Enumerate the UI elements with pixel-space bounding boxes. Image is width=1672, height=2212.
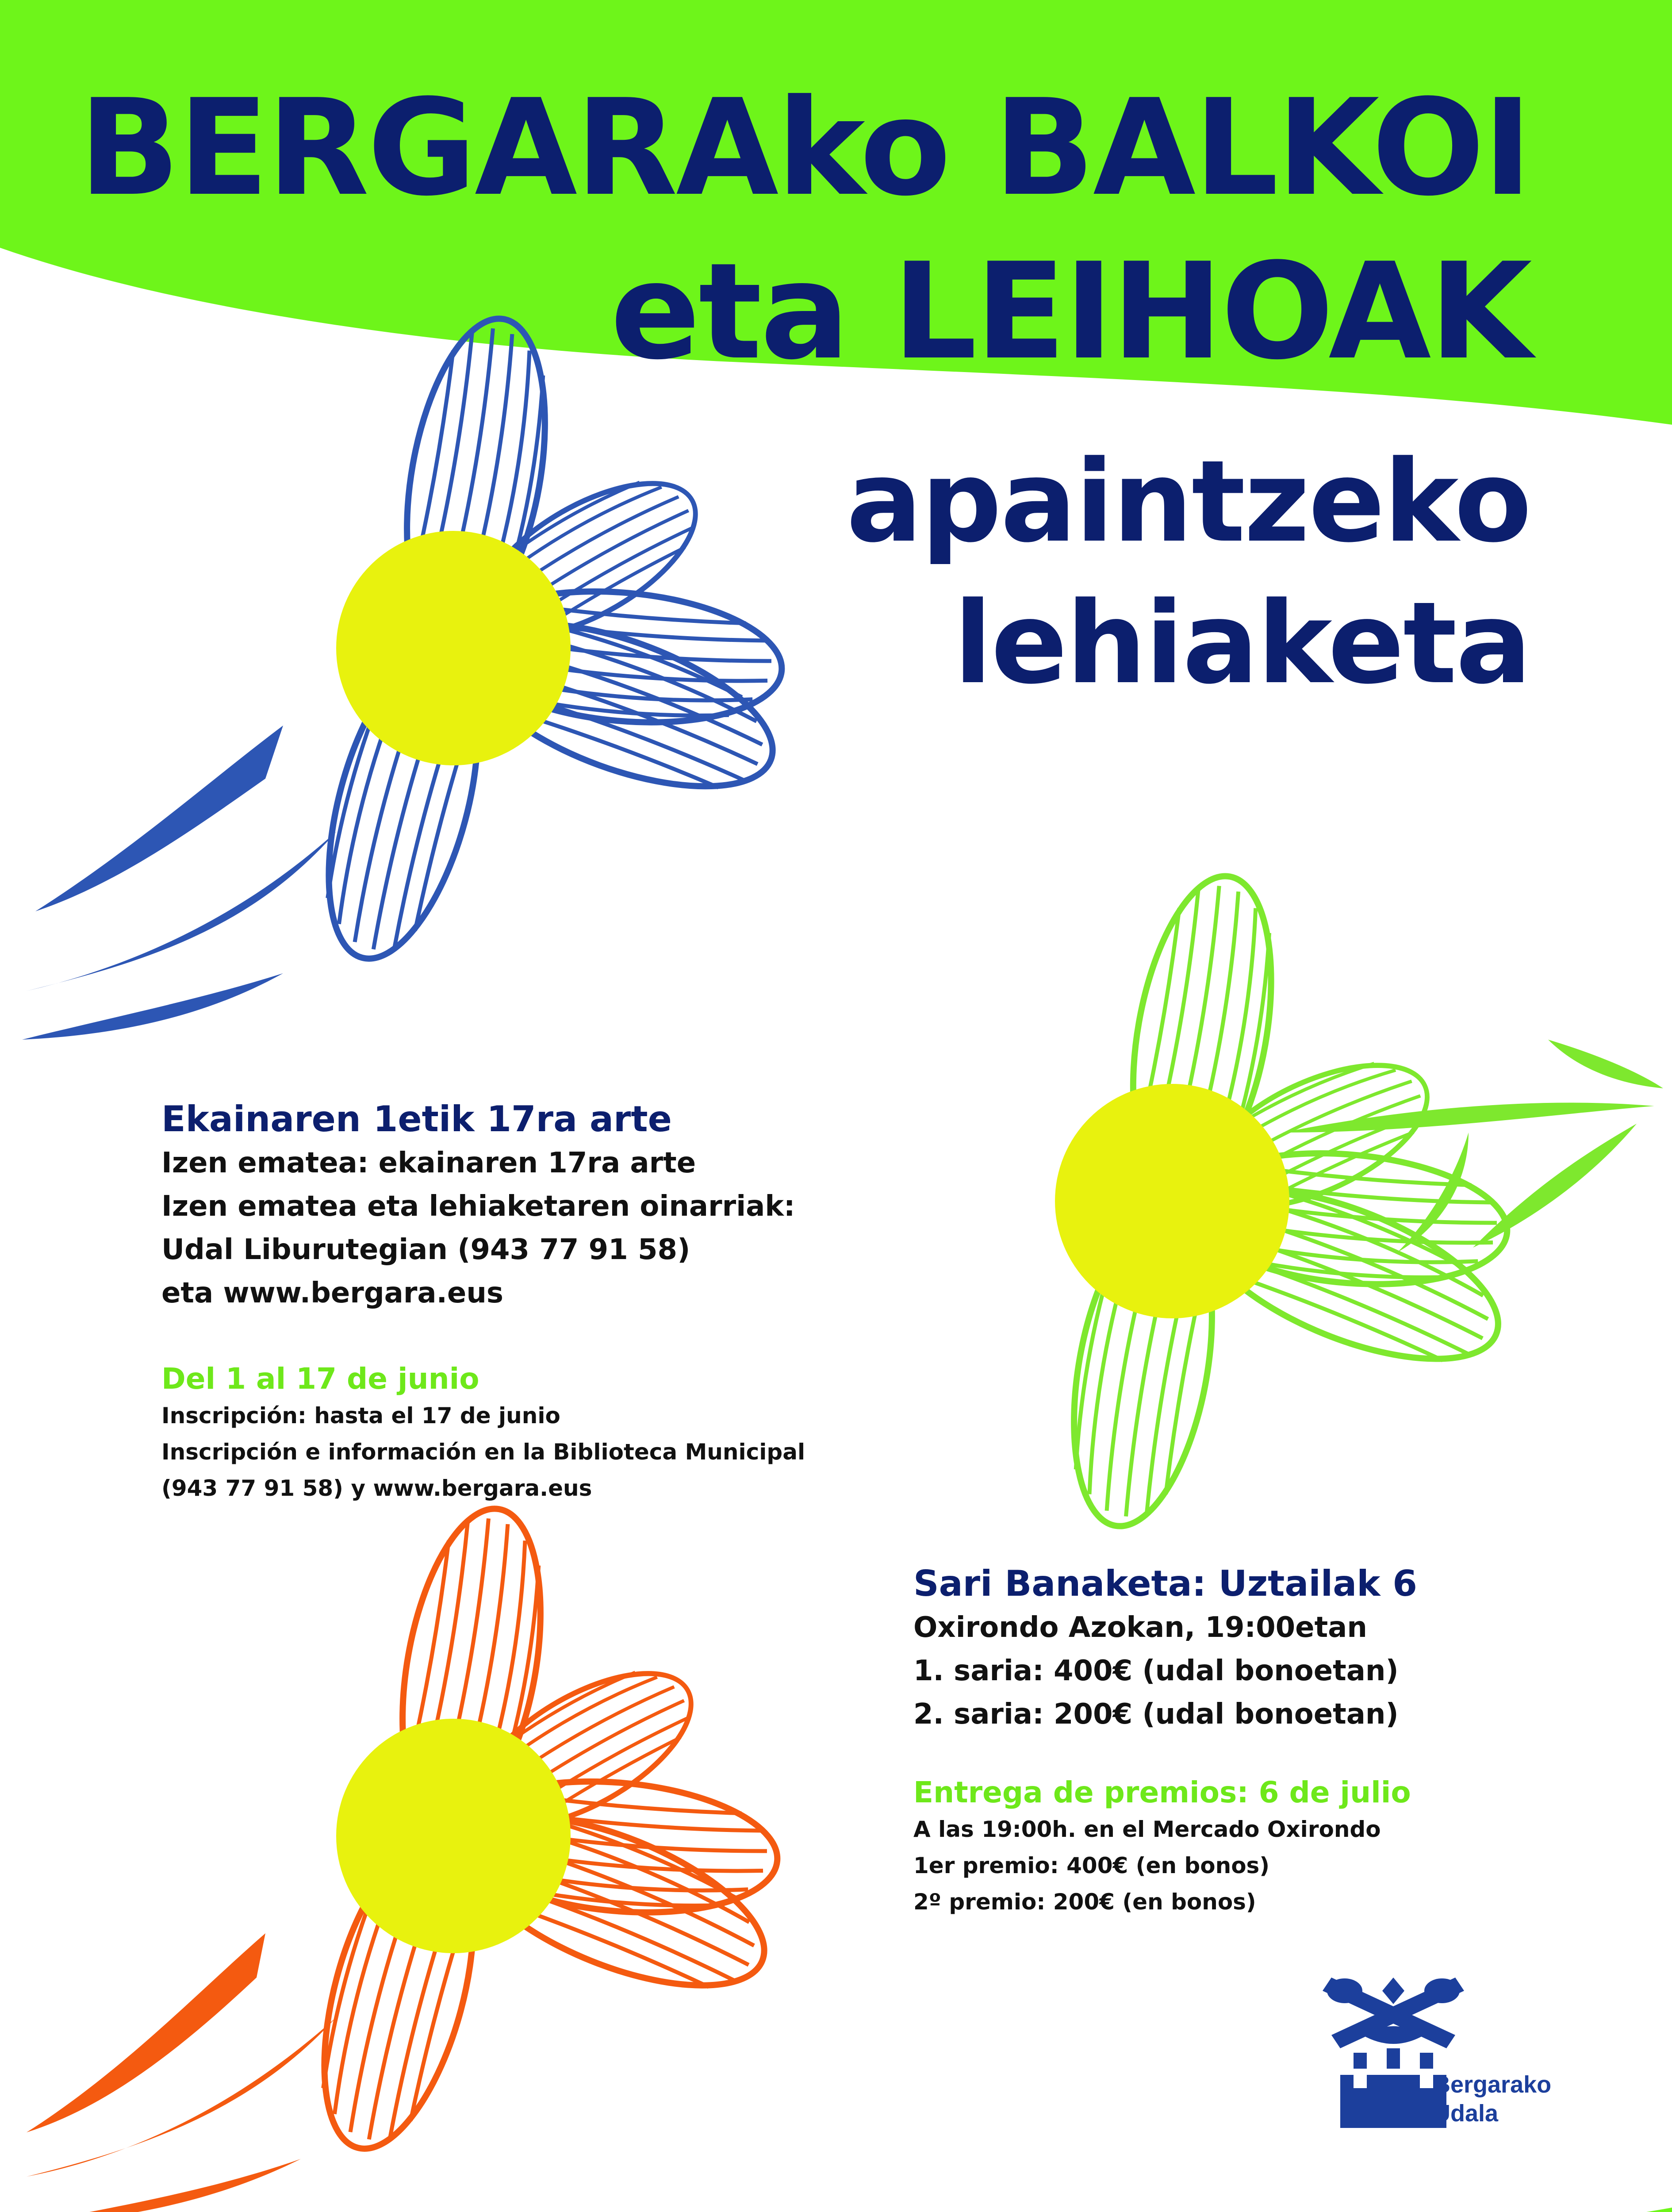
- awards-basque-heading: Sari Banaketa: Uztailak 6: [913, 1563, 1417, 1604]
- logo-text-line-1: Bergarako: [1433, 2071, 1552, 2098]
- awards-spanish-block: [913, 1774, 1411, 1920]
- registration-basque-line: Izen ematea eta lehiaketaren oinarriak:: [161, 1190, 795, 1223]
- blue-flower: [22, 308, 793, 1040]
- registration-basque-line: Udal Liburutegian (943 77 91 58): [161, 1233, 690, 1266]
- awards-basque-block: [913, 1562, 1417, 1736]
- registration-spanish-block: [161, 1360, 805, 1506]
- logo-text-line-2: Udala: [1433, 2100, 1499, 2127]
- awards-spanish-heading: Entrega de premios: 6 de julio: [913, 1775, 1411, 1809]
- registration-spanish-line: (943 77 91 58) y www.bergara.eus: [161, 1475, 592, 1501]
- green-flower: [1052, 865, 1663, 1537]
- awards-spanish-line: 2º premio: 200€ (en bonos): [913, 1889, 1256, 1915]
- subtitle-line-2: lehiaketa: [953, 578, 1530, 709]
- awards-basque-line: Oxirondo Azokan, 19:00etan: [913, 1611, 1367, 1644]
- registration-basque-heading: Ekainaren 1etik 17ra arte: [161, 1098, 672, 1140]
- registration-basque-line: Izen ematea: ekainaren 17ra arte: [161, 1147, 696, 1179]
- subtitle-line-1: apaintzeko: [846, 436, 1530, 568]
- title-line-1: BERGARAko BALKOI: [79, 71, 1530, 225]
- orange-flower: [18, 1498, 786, 2212]
- registration-spanish-line: Inscripción: hasta el 17 de junio: [161, 1403, 560, 1429]
- awards-spanish-line: A las 19:00h. en el Mercado Oxirondo: [913, 1816, 1381, 1842]
- bottom-green-band: [0, 2208, 1672, 2212]
- registration-spanish-line: Inscripción e información en la Biblioteca Municipal: [161, 1439, 805, 1465]
- registration-spanish-heading: Del 1 al 17 de junio: [161, 1362, 479, 1396]
- awards-basque-line: 1. saria: 400€ (udal bonoetan): [913, 1655, 1399, 1687]
- registration-basque-block: [161, 1097, 795, 1315]
- awards-basque-line: 2. saria: 200€ (udal bonoetan): [913, 1698, 1399, 1731]
- title-line-2: eta LEIHOAK: [610, 234, 1530, 389]
- registration-basque-line: eta www.bergara.eus: [161, 1277, 503, 1310]
- awards-spanish-line: 1er premio: 400€ (en bonos): [913, 1853, 1270, 1878]
